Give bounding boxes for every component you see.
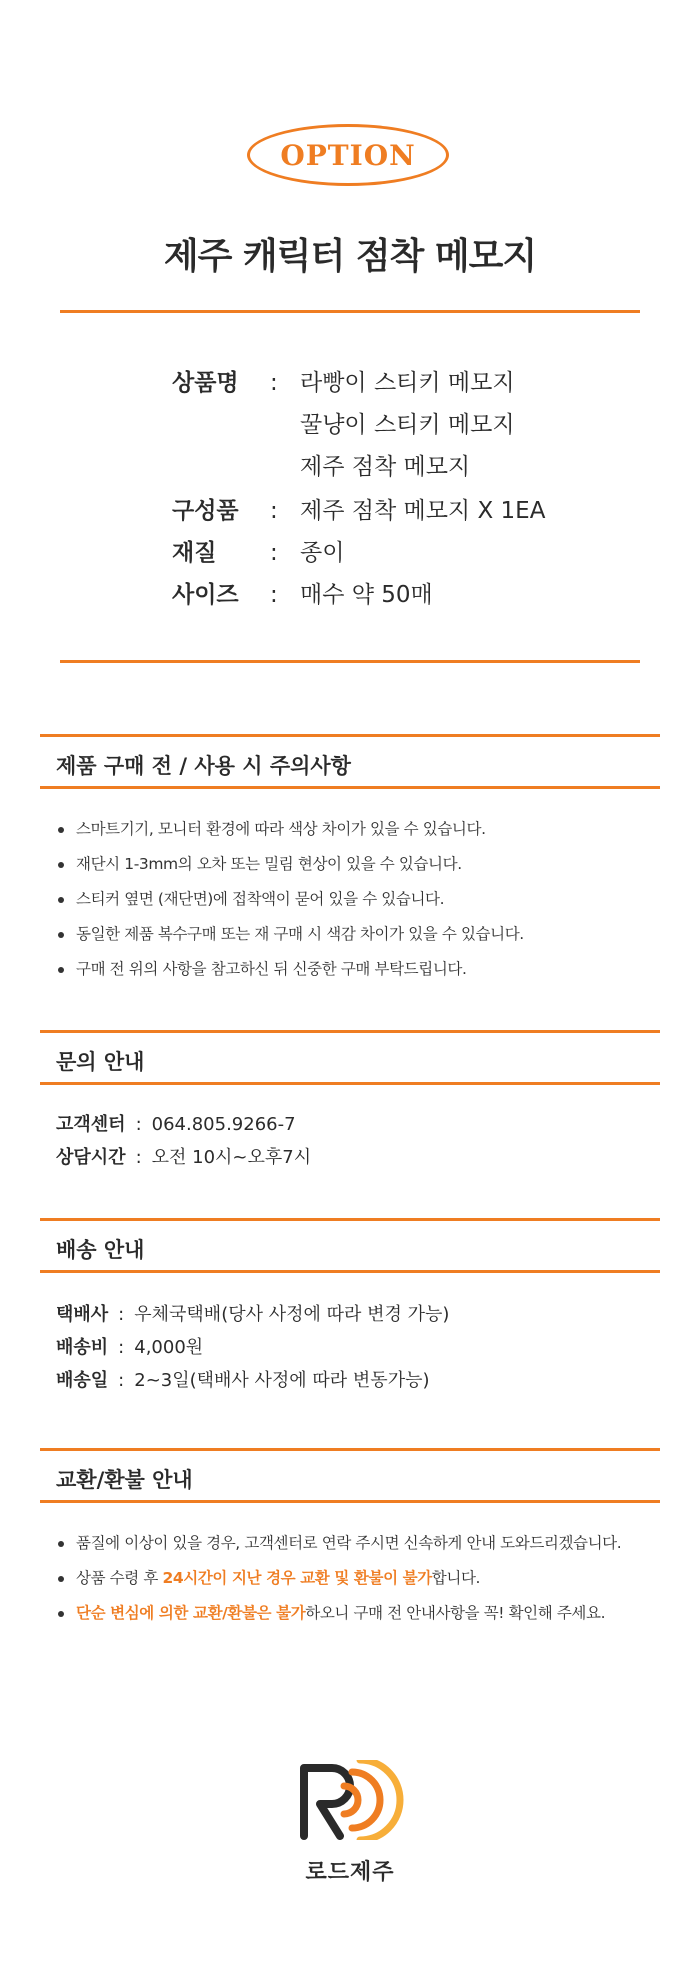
- colon: :: [135, 1147, 142, 1168]
- list-item: [56, 1596, 656, 1631]
- spec-size-label: 사이즈: [172, 582, 239, 608]
- divider-top: [60, 310, 640, 313]
- caution-header-top-line: [40, 734, 660, 737]
- spec-components-value: 제주 점착 메모지 X 1EA: [300, 498, 546, 524]
- shipping-courier-label: 택배사: [56, 1304, 109, 1325]
- caution-header-bottom-line: [40, 786, 660, 789]
- colon: :: [118, 1304, 125, 1325]
- product-title: 제주 캐릭터 점착 메모지: [163, 236, 537, 277]
- shipping-days-label: 배송일: [56, 1370, 109, 1391]
- inquiry-header-bottom-line: [40, 1082, 660, 1085]
- spec-colon: :: [270, 370, 278, 396]
- list-item: 스마트기기, 모니터 환경에 따라 색상 차이가 있을 수 있습니다.: [56, 812, 656, 847]
- shipping-days-row: [56, 1364, 430, 1397]
- list-item: 구매 전 위의 사항을 참고하신 뒤 신중한 구매 부탁드립니다.: [56, 952, 656, 987]
- shipping-fee-label: 배송비: [56, 1337, 109, 1358]
- spec-colon: :: [270, 498, 278, 524]
- inquiry-title: 문의 안내: [56, 1050, 145, 1074]
- refund-list: [56, 1526, 656, 1631]
- caution-title: 제품 구매 전 / 사용 시 주의사항: [56, 754, 351, 778]
- spec-components-label: 구성품: [172, 498, 239, 524]
- road-jeju-logo-icon: [300, 1760, 404, 1840]
- shipping-title: 배송 안내: [56, 1238, 145, 1262]
- refund-header-top-line: [40, 1448, 660, 1451]
- spec-name-value-3: 제주 점착 메모지: [300, 454, 471, 480]
- list-item: 스티커 옆면 (재단면)에 접착액이 묻어 있을 수 있습니다.: [56, 882, 656, 917]
- brand-name: 로드제주: [305, 1860, 395, 1885]
- colon: :: [118, 1370, 125, 1391]
- option-badge: [247, 124, 449, 186]
- spec-name-value-1: 라빵이 스티키 메모지: [300, 370, 515, 396]
- refund-item2-pre: 상품 수령 후: [76, 1569, 163, 1587]
- refund-item3-post: 하오니 구매 전 안내사항을 꼭! 확인해 주세요.: [305, 1604, 606, 1622]
- list-item: 재단시 1-3mm의 오차 또는 밀림 현상이 있을 수 있습니다.: [56, 847, 656, 882]
- inquiry-hours-value: 오전 10시~오후7시: [151, 1147, 312, 1168]
- list-item: [56, 1561, 656, 1596]
- option-badge-text: OPTION: [280, 138, 416, 172]
- shipping-courier-value: 우체국택배(당사 사정에 따라 변경 가능): [134, 1304, 450, 1325]
- refund-item3-highlight: 단순 변심에 의한 교환/환불은 불가: [76, 1604, 306, 1622]
- spec-name-label: 상품명: [172, 370, 239, 396]
- inquiry-hours-label: 상담시간: [56, 1147, 126, 1168]
- shipping-header-bottom-line: [40, 1270, 660, 1273]
- inquiry-center-label: 고객센터: [56, 1114, 126, 1135]
- spec-name-value-2: 꿀냥이 스티키 메모지: [300, 412, 515, 438]
- colon: :: [135, 1114, 142, 1135]
- spec-colon: :: [270, 582, 278, 608]
- refund-title: 교환/환불 안내: [56, 1468, 193, 1492]
- shipping-fee-value: 4,000원: [134, 1337, 204, 1358]
- refund-header-bottom-line: [40, 1500, 660, 1503]
- colon: :: [118, 1337, 125, 1358]
- inquiry-header-top-line: [40, 1030, 660, 1033]
- shipping-days-value: 2~3일(택배사 사정에 따라 변동가능): [134, 1370, 430, 1391]
- inquiry-hours-row: [56, 1141, 311, 1174]
- spec-material-value: 종이: [300, 540, 345, 566]
- list-item: 동일한 제품 복수구매 또는 재 구매 시 색감 차이가 있을 수 있습니다.: [56, 917, 656, 952]
- divider-spec-bottom: [60, 660, 640, 663]
- spec-size-value: 매수 약 50매: [300, 582, 433, 608]
- spec-colon: :: [270, 540, 278, 566]
- shipping-fee-row: [56, 1331, 203, 1364]
- inquiry-center-value: 064.805.9266-7: [151, 1114, 296, 1135]
- inquiry-center-row: [56, 1108, 296, 1141]
- refund-item2-post: 합니다.: [431, 1569, 481, 1587]
- caution-list: [56, 812, 656, 987]
- list-item: 품질에 이상이 있을 경우, 고객센터로 연락 주시면 신속하게 안내 도와드리겠습니다.: [56, 1526, 656, 1561]
- refund-item2-highlight: 24시간이 지난 경우 교환 및 환불이 불가: [162, 1569, 432, 1587]
- spec-material-label: 재질: [172, 540, 217, 566]
- shipping-courier-row: [56, 1298, 449, 1331]
- shipping-header-top-line: [40, 1218, 660, 1221]
